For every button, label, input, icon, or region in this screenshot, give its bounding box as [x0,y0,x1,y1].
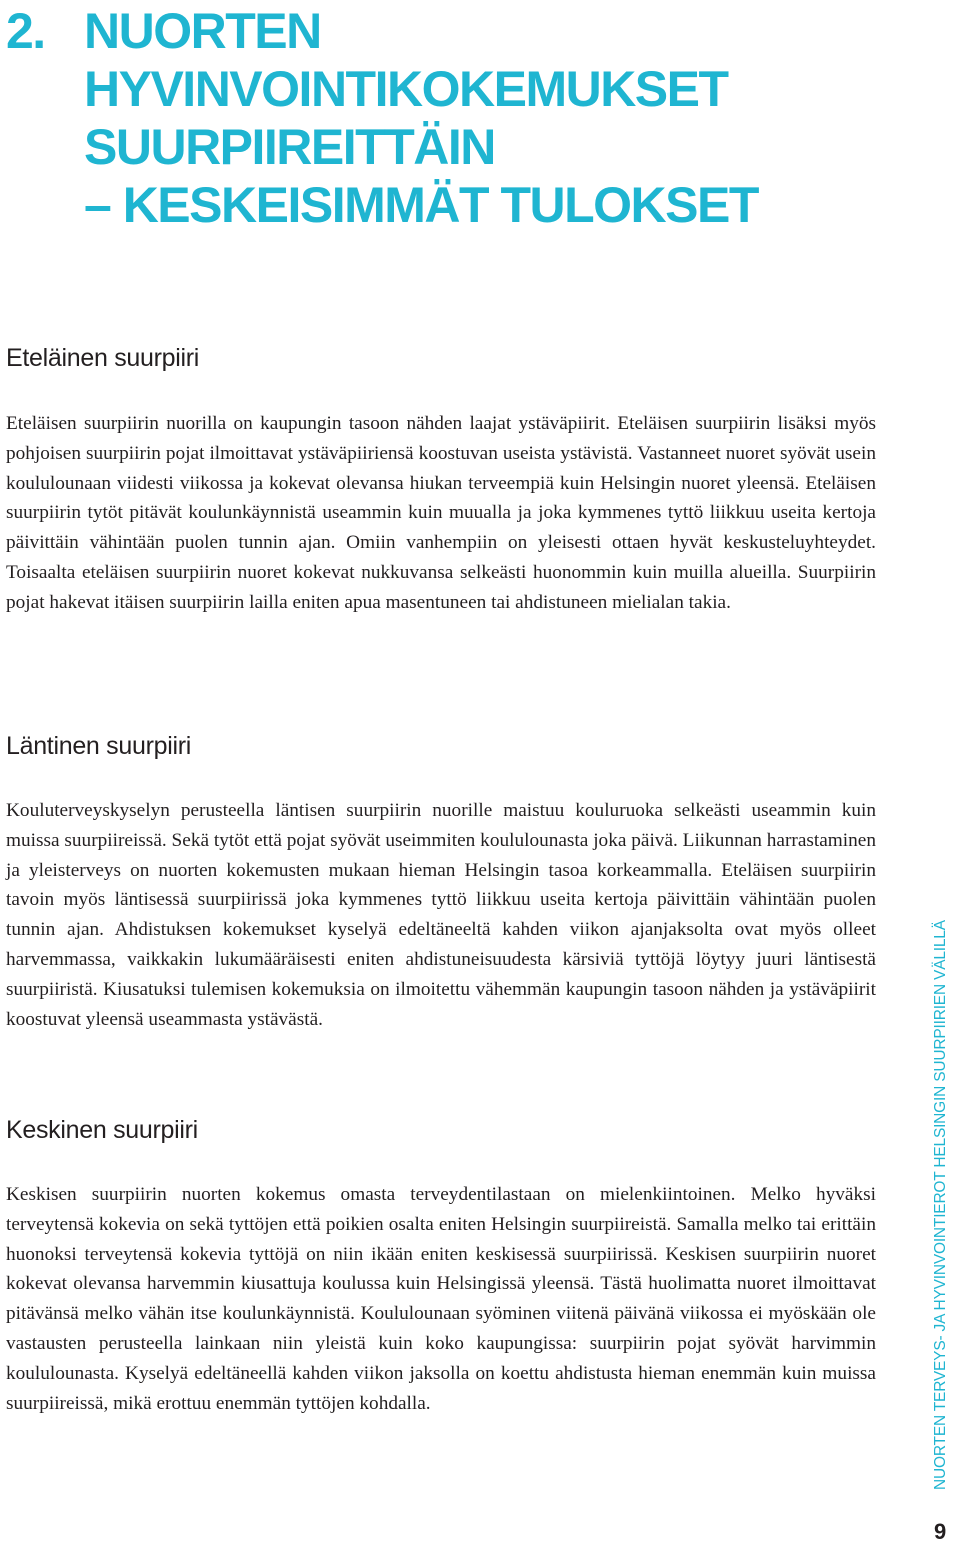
section-title: Eteläinen suurpiiri [6,344,200,372]
section-keskinen [6,1115,876,1418]
running-title [925,920,955,1490]
section-paragraph: Eteläisen suurpiirin nuorilla on kaupungin tasoon nähden laajat ystäväpiirit. Eteläisen suurpiirin lisäksi myös pohjoisen suurpiirin pojat ilmoittavat ystäväpiiriensä koostuvan useista ystävistä. Vastanneet nuoret syövät usein koululounaan viidesti viikossa ja kokevat olevansa hiukan terveempiä kuin Helsingin nuoret yleensä. Eteläisen suurpiirin tytöt pitävät koulunkäynnistä useammin kuin muualla ja joka kymmenes tyttö liikkuu useita kertoja päivittäin vähintään puolen tunnin ajan. Omiin vanhempiin on yleisesti ottaen hyvät keskusteluyhteydet. Toisaalta eteläisen suurpiirin nuoret kokevat nukkuvansa selkeästi huonommin kuin muilla alueilla. Suurpiirin pojat hakevat itäisen suurpiirin lailla eniten apua masentuneen tai ahdistuneen mielialan takia. [6,413,876,613]
chapter-number: 2. [6,3,45,59]
chapter-title [84,2,904,234]
chapter-title-line: NUORTEN HYVINVOINTIKOKEMUKSET [84,3,728,117]
chapter-title-line: – KESKEISIMMÄT TULOKSET [84,177,758,233]
section-title: Läntinen suurpiiri [6,732,191,760]
section-paragraph: Keskisen suurpiirin nuorten kokemus omasta terveydentilastaan on mielenkiintoinen. Melko hyväksi terveytensä kokevia on sekä tyttöjen että poikien osalta eniten Helsingin suurpiireistä. Samalla melko tai erittäin huonoksi terveytensä kokevia tyttöjä on niin ikään eniten keskisessä suurpiirissä. Keskisen suurpiirin nuoret kokevat olevansa harvemmin kiusattuja koulussa kuin Helsingissä yleensä. Tästä huolimatta nuoret ilmoittavat pitävänsä melko vähän itse koulunkäynnistä. Koululounaan syöminen viitenä päivänä viikossa ei myöskään ole vastausten perusteella lainkaan niin yleistä kuin koko kaupungissa: suurpiirin pojat syövät harvimmin koululounasta. Kyselyä edeltäneellä kahden viikon jaksolla on koettu ahdistusta hieman enemmän kuin muissa suurpiireissä, mikä erottuu enemmän tyttöjen kohdalla. [6,1184,876,1414]
section-etelainen [6,343,876,618]
section-paragraph: Kouluterveyskyselyn perusteella läntisen suurpiirin nuorille maistuu kouluruoka selkeästi useammin kuin muissa suurpiireissä. Sekä tytöt että pojat syövät useimmiten koululounasta joka päivä. Liikunnan harrastaminen ja yleisterveys on nuorten kokemusten mukaan hieman Helsingin tasoa korkeammalla. Eteläisen suurpiirin tavoin myös läntisessä suurpiirissä joka kymmenes tyttö liikkuu useita kertoja päivittäin vähintään puolen tunnin ajan. Ahdistuksen kokemukset kyselyä edeltäneeltä kahden viikon ajanjaksolta ovat myös olleet harvemmassa, vaikkakin lukumääräisesti eniten ahdistuneisuudesta kärsiviä tyttöjä löytyy juuri läntisestä suurpiiristä. Kiusatuksi tulemisen kokemuksia on ilmoitettu vähemmän kaupungin tasoon nähden ja ystäväpiirit koostuvat yleensä useammasta ystävästä. [6,800,876,1030]
page-number: 9 [934,1519,947,1544]
running-title-text: NUORTEN TERVEYS- JA HYVINVOINTIEROT HELSINGIN SUURPIIRIEN VÄLILLÄ [932,920,949,1490]
section-title: Keskinen suurpiiri [6,1116,198,1144]
section-lantinen [6,731,876,1034]
chapter-title-line: SUURPIIREITTÄIN [84,119,495,175]
